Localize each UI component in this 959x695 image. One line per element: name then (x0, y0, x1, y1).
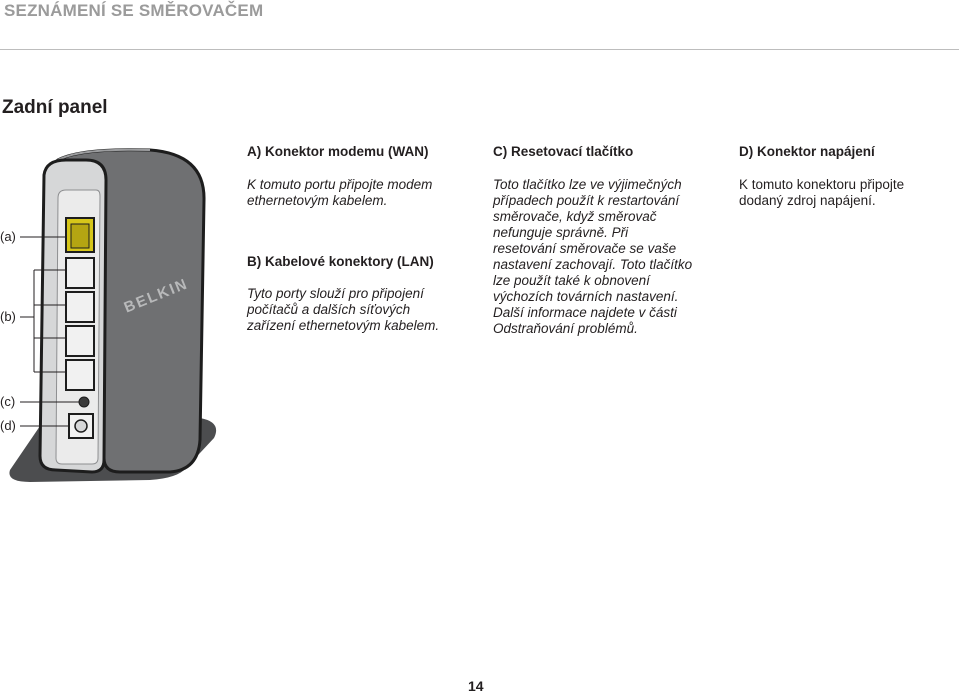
callout-b: (b) (0, 309, 16, 324)
lan-port (66, 292, 94, 322)
text-power-connector: K tomuto konektoru připojte dodaný zdroj napájení. (739, 177, 905, 208)
lan-port (66, 258, 94, 288)
heading-power-connector: D) Konektor napájení (739, 144, 875, 159)
heading-reset-button: C) Resetovací tlačítko (493, 144, 634, 159)
text-wan-connector: K tomuto portu připojte modem ethernetovým kabelem. (247, 177, 433, 208)
header-title: SEZNÁMENÍ SE SMĚROVAČEM (4, 1, 264, 20)
callout-d: (d) (0, 418, 16, 433)
section-title: Zadní panel (2, 97, 108, 118)
lan-port (66, 326, 94, 356)
text-lan-connectors: Tyto porty slouží pro připojení počítačů a dalších síťových zařízení ethernetovým kabelem. (247, 286, 440, 333)
header-divider (0, 49, 959, 50)
router-back-illustration (0, 140, 230, 490)
page-number: 14 (468, 678, 484, 694)
reset-button (79, 397, 89, 407)
text-reset-button: Toto tlačítko lze ve výjimečných případech použít k restartování směrovače, když směrovač nefunguje správně. Při resetování směrovače se vaše nastavení zachovají. Toto tlačítko lze použít také k obnovení výchozích továrních nastavení. Další informace najdete v části Odstraňování problémů. (493, 177, 693, 336)
heading-wan-connector: A) Konektor modemu (WAN) (247, 144, 429, 159)
callout-a: (a) (0, 229, 16, 244)
lan-port (66, 360, 94, 390)
brand-logo: BELKIN (121, 275, 191, 317)
callout-c: (c) (0, 394, 16, 409)
heading-lan-connectors: B) Kabelové konektory (LAN) (247, 254, 434, 269)
